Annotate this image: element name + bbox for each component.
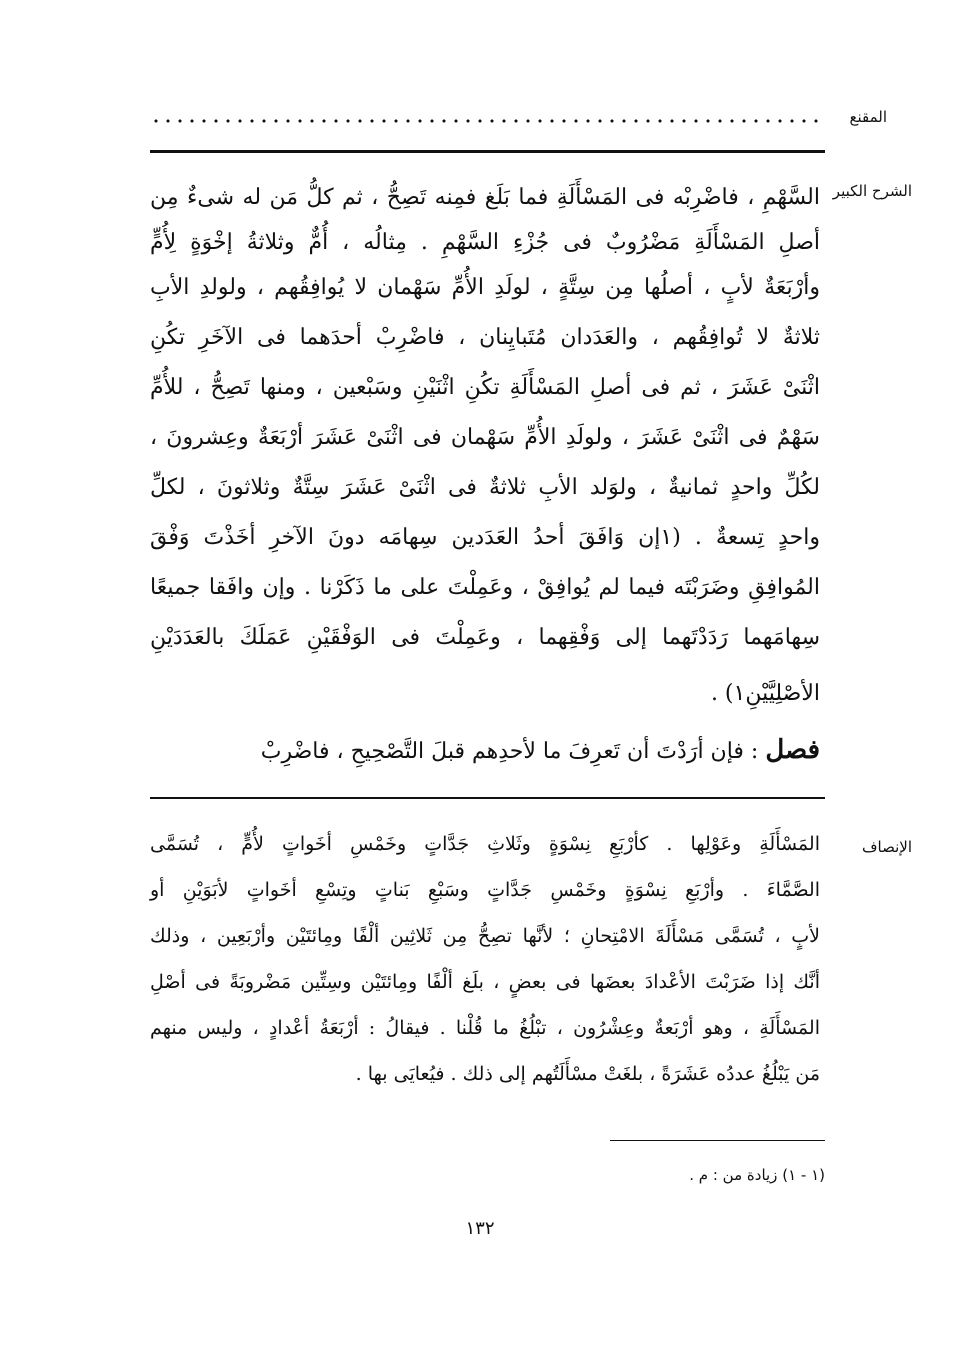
text-line: وأرْبَعَةٌ لأبٍ ، أصلُها مِن سِتَّةٍ ، لولَدِ الأُمِّ سَهْمان لا يُوافِقُهم ، ولولدِ الأبِ: [150, 275, 820, 300]
text-line: ثلاثةٌ لا تُوافِقُهم ، والعَدَدان مُتَبايِنان ، فاضْرِبْ أحدَهما فى الآخَرِ تكُنِ: [150, 325, 820, 350]
header-rule: [150, 150, 825, 153]
text-line: سَهْمٌ فى اثْنَىْ عَشَرَ ، ولولَدِ الأُمِّ سَهْمان فى اثْنَىْ عَشَرَ أرْبَعَةٌ وعِشرونَ ،: [150, 425, 820, 450]
section-label-insaf: الإنصاف: [861, 838, 912, 856]
text-line: مَن يَبْلُغُ عددُه عَشَرَةً ، بلغَتْ مسْأَلَتُهم إلى ذلك . فيُعايَى بها .: [355, 1063, 820, 1085]
text-line: واحدٍ تِسعةٌ . (١إن وَافَقَ أحدُ العَدَدين سِهامَه دونَ الآخرِ أخَذْتَ وَفْقَ: [150, 525, 820, 550]
running-title: المقنع: [849, 108, 887, 126]
text-line: أنَّك إذا ضَرَبْتَ الأعْدادَ بعضَها فى بعضٍ ، بلَغ ألْفًا ومِائتَيْن وسِتِّين مَضْروبَةً فى أصْلِ: [150, 971, 820, 993]
text-line: لأبٍ ، تُسَمَّى مَسْأَلَةَ الامْتِحانِ ؛ لأنَّها تصِحُّ مِن ثَلاثِين ألْفًا ومِائتَيْن وأرْبَعِين ، وذلك: [150, 925, 820, 947]
text-line: المَسْأَلَةِ وعَوْلِها . كأرْبَعِ نِسْوَةٍ وثَلاثِ جَدَّاتٍ وخَمْسِ أخَواتٍ لأُمٍّ ، تُسَمَّى: [150, 833, 820, 855]
text-line: لكُلِّ واحدٍ ثمانيةٌ ، ولوَلد الأبِ ثلاثةٌ فى اثْنَىْ عَشَرَ سِتَّةٌ وثلاثونَ ، لكلِّ: [150, 475, 820, 500]
header-dotted-leader: [150, 118, 820, 124]
text-line: الأصْلِيَّيْنِ١) .: [710, 681, 820, 706]
fasl-heading-line: [150, 730, 820, 770]
text-line: أصلِ المَسْأَلَةِ مَضْرُوبٌ فى جُزْءِ السَّهْمِ . مِثالُه ، أُمٌّ وثلاثةُ إخْوَةٍ لِأُمٍّ: [150, 230, 820, 255]
footnote: (١ - ١) زيادة من : م .: [689, 1166, 825, 1184]
text-line: اثْنَىْ عَشَرَ ، ثم فى أصلِ المَسْأَلَةِ تكُنِ اثْنَيْنِ وسَبْعين ، ومنها تَصِحُّ ، للأُمِّ: [150, 375, 820, 400]
fasl-text: : فإن أرَدْتَ أن تَعرِفَ ما لأحدِهم قبلَ التَّصْحِيحِ ، فاضْرِبْ: [260, 739, 759, 764]
text-line: المَسْأَلَةِ ، وهو أرْبَعةٌ وعِشْرُون ، تبْلُغُ ما قُلْنا . فيقالُ : أرْبَعَةُ أعْدادٍ ، وليس منهم: [150, 1017, 820, 1039]
text-line: المُوافِقِ وضَرَبْتَه فيما لم يُوافِقْ ، وعَمِلْتَ على ما ذَكَرْنا . وإن وافَقا جميعًا: [150, 575, 820, 600]
section-label-sharh: الشرح الكبير: [832, 182, 912, 200]
page-number: ١٣٢: [465, 1218, 495, 1239]
text-line: الصَّمَّاءَ . وأرْبَعِ نِسْوَةٍ وخَمْسِ جَدَّاتٍ وسَبْعِ بَناتٍ وتِسْعِ أخَواتٍ لأبَوَيْنِ أو: [150, 879, 820, 901]
footnote-rule: [610, 1140, 825, 1141]
text-line: السَّهْمِ ، فاضْرِبْه فى المَسْأَلَةِ فما بَلَغ فمِنه تَصِحُّ ، ثم كلُّ مَن له شىءٌ مِن: [150, 185, 820, 210]
text-line: سِهامَهما رَدَدْتَهما إلى وَفْقِهما ، وعَمِلْتَ فى الوَفْقَيْنِ عَمَلَكَ بالعَدَدَيْنِ: [150, 625, 820, 650]
section-divider: [150, 797, 825, 799]
fasl-heading: فصل: [765, 735, 820, 765]
